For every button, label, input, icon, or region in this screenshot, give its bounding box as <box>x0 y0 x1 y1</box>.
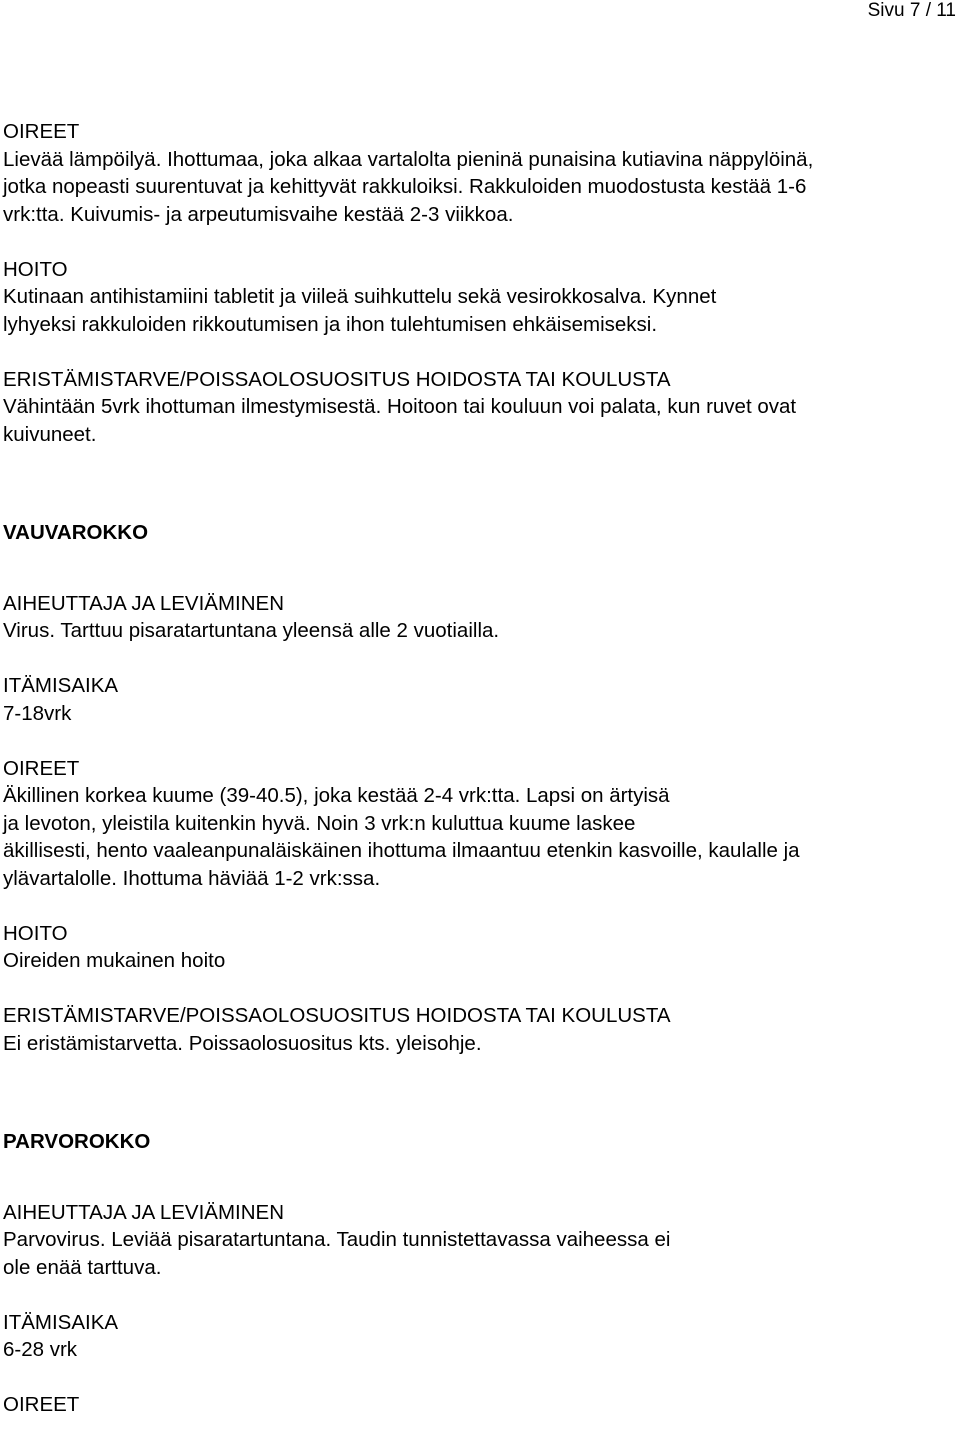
paragraph-line: Ei eristämistarvetta. Poissaolosuositus kts. yleisohje. <box>3 1031 482 1055</box>
page-number: Sivu 7 / 11 <box>867 0 956 21</box>
section-heading: OIREET <box>3 120 80 143</box>
disease-title: VAUVAROKKO <box>3 521 149 544</box>
section-heading: AIHEUTTAJA JA LEVIÄMINEN <box>3 591 284 615</box>
cause-section <box>3 1199 957 1282</box>
paragraph-line: Lievää lämpöilyä. Ihottumaa, joka alkaa vartalolta pieninä punaisina kutiavina näppylöinä, <box>3 147 814 171</box>
incubation-section <box>3 672 957 727</box>
document-body <box>3 118 957 1419</box>
section-heading: ITÄMISAIKA <box>3 1310 119 1334</box>
paragraph-line: Parvovirus. Leviää pisaratartuntana. Taudin tunnistettavassa vaiheessa ei <box>3 1228 671 1251</box>
paragraph-line: Äkillinen korkea kuume (39-40.5), joka kestää 2-4 vrk:tta. Lapsi on ärtyisä <box>3 784 670 807</box>
section-heading: HOITO <box>3 921 68 945</box>
section-heading: OIREET <box>3 1393 80 1416</box>
isolation-section <box>3 1002 957 1057</box>
section-heading: HOITO <box>3 257 68 281</box>
disease-title-parvorokko <box>3 1128 957 1156</box>
paragraph-line: äkillisesti, hento vaaleanpunaläiskäinen ihottuma ilmaantuu etenkin kasvoille, kaulalle ja <box>3 839 800 862</box>
symptoms-section <box>3 755 957 893</box>
treatment-section <box>3 920 957 975</box>
paragraph-line: Virus. Tarttuu pisaratartuntana yleensä alle 2 vuotiailla. <box>3 619 500 642</box>
paragraph-line: 7-18vrk <box>3 701 72 725</box>
treatment-section <box>3 256 957 339</box>
paragraph-line: lyhyeksi rakkuloiden rikkoutumisen ja ihon tulehtumisen ehkäisemiseksi. <box>3 312 658 336</box>
section-heading: ERISTÄMISTARVE/POISSAOLOSUOSITUS HOIDOSTA TAI KOULUSTA <box>3 1004 671 1027</box>
cause-section <box>3 590 957 645</box>
section-heading: ITÄMISAIKA <box>3 674 119 697</box>
symptoms-section <box>3 1391 957 1419</box>
paragraph-line: 6-28 vrk <box>3 1338 78 1361</box>
section-heading: OIREET <box>3 756 80 780</box>
paragraph-line: kuivuneet. <box>3 422 97 446</box>
section-heading: AIHEUTTAJA JA LEVIÄMINEN <box>3 1200 284 1224</box>
paragraph-line: Kutinaan antihistamiini tabletit ja viileä suihkuttelu sekä vesirokkosalva. Kynnet <box>3 285 717 308</box>
disease-title-vauvarokko <box>3 519 957 547</box>
isolation-section <box>3 366 957 449</box>
paragraph-line: jotka nopeasti suurentuvat ja kehittyvät rakkuloiksi. Rakkuloiden muodostusta kestää 1-6 <box>3 175 807 198</box>
symptoms-section <box>3 118 957 228</box>
paragraph-line: Vähintään 5vrk ihottuman ilmestymisestä. Hoitoon tai kouluun voi palata, kun ruvet ovat <box>3 395 797 418</box>
paragraph-line: vrk:tta. Kuivumis- ja arpeutumisvaihe kestää 2-3 viikkoa. <box>3 202 514 226</box>
paragraph-line: ole enää tarttuva. <box>3 1255 162 1279</box>
incubation-section <box>3 1309 957 1364</box>
section-heading: ERISTÄMISTARVE/POISSAOLOSUOSITUS HOIDOSTA TAI KOULUSTA <box>3 367 671 391</box>
paragraph-line: Oireiden mukainen hoito <box>3 949 226 972</box>
disease-title: PARVOROKKO <box>3 1130 151 1153</box>
paragraph-line: ylävartalolle. Ihottuma häviää 1-2 vrk:ssa. <box>3 866 381 890</box>
paragraph-line: ja levoton, yleistila kuitenkin hyvä. Noin 3 vrk:n kuluttua kuume laskee <box>3 811 636 835</box>
